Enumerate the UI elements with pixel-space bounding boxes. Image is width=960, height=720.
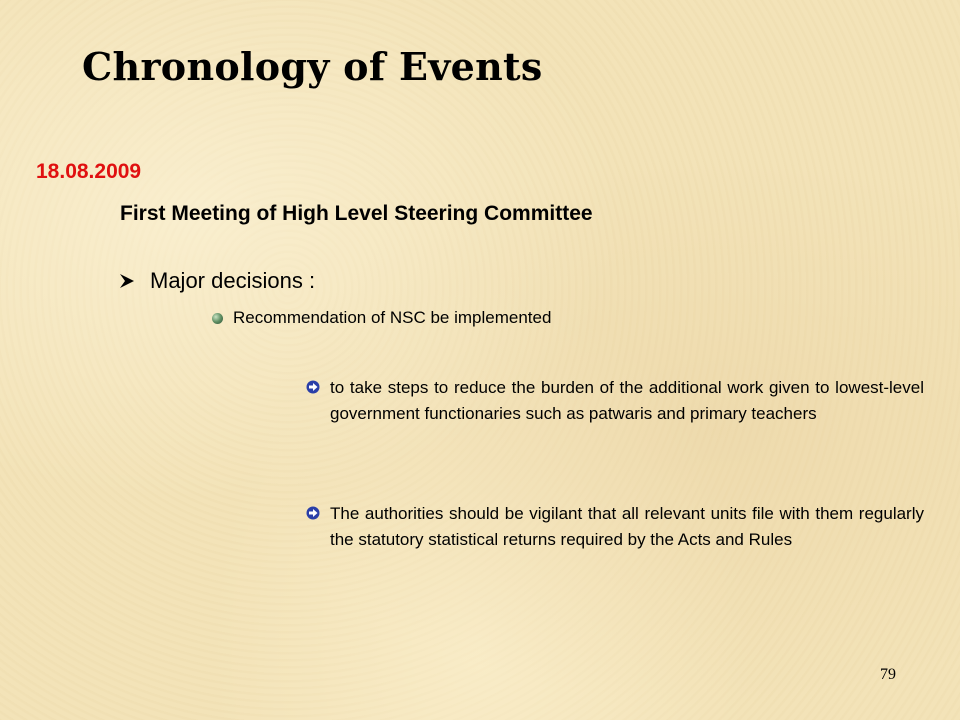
major-decisions-item bbox=[118, 268, 315, 294]
major-decisions-label: Major decisions : bbox=[150, 268, 316, 293]
decision-point-text: to take steps to reduce the burden of the additional work given to lowest-level government functionaries such as patwaris and primary teachers bbox=[330, 378, 924, 423]
recommendation-item bbox=[212, 308, 551, 328]
decision-point bbox=[306, 375, 924, 427]
circled-arrow-icon bbox=[306, 506, 320, 520]
circled-arrow-icon bbox=[306, 380, 320, 394]
slide-title: Chronology of Events bbox=[82, 44, 543, 89]
event-date: 18.08.2009 bbox=[36, 160, 142, 183]
meeting-title: First Meeting of High Level Steering Committee bbox=[120, 202, 593, 225]
decision-point bbox=[306, 501, 924, 553]
green-ball-icon bbox=[212, 313, 223, 324]
arrowhead-icon bbox=[118, 272, 136, 290]
recommendation-text: Recommendation of NSC be implemented bbox=[233, 308, 552, 327]
decision-point-text: The authorities should be vigilant that all relevant units file with them regularly the statutory statistical returns required by the Acts and Rules bbox=[330, 504, 924, 549]
page-number: 79 bbox=[880, 666, 896, 683]
